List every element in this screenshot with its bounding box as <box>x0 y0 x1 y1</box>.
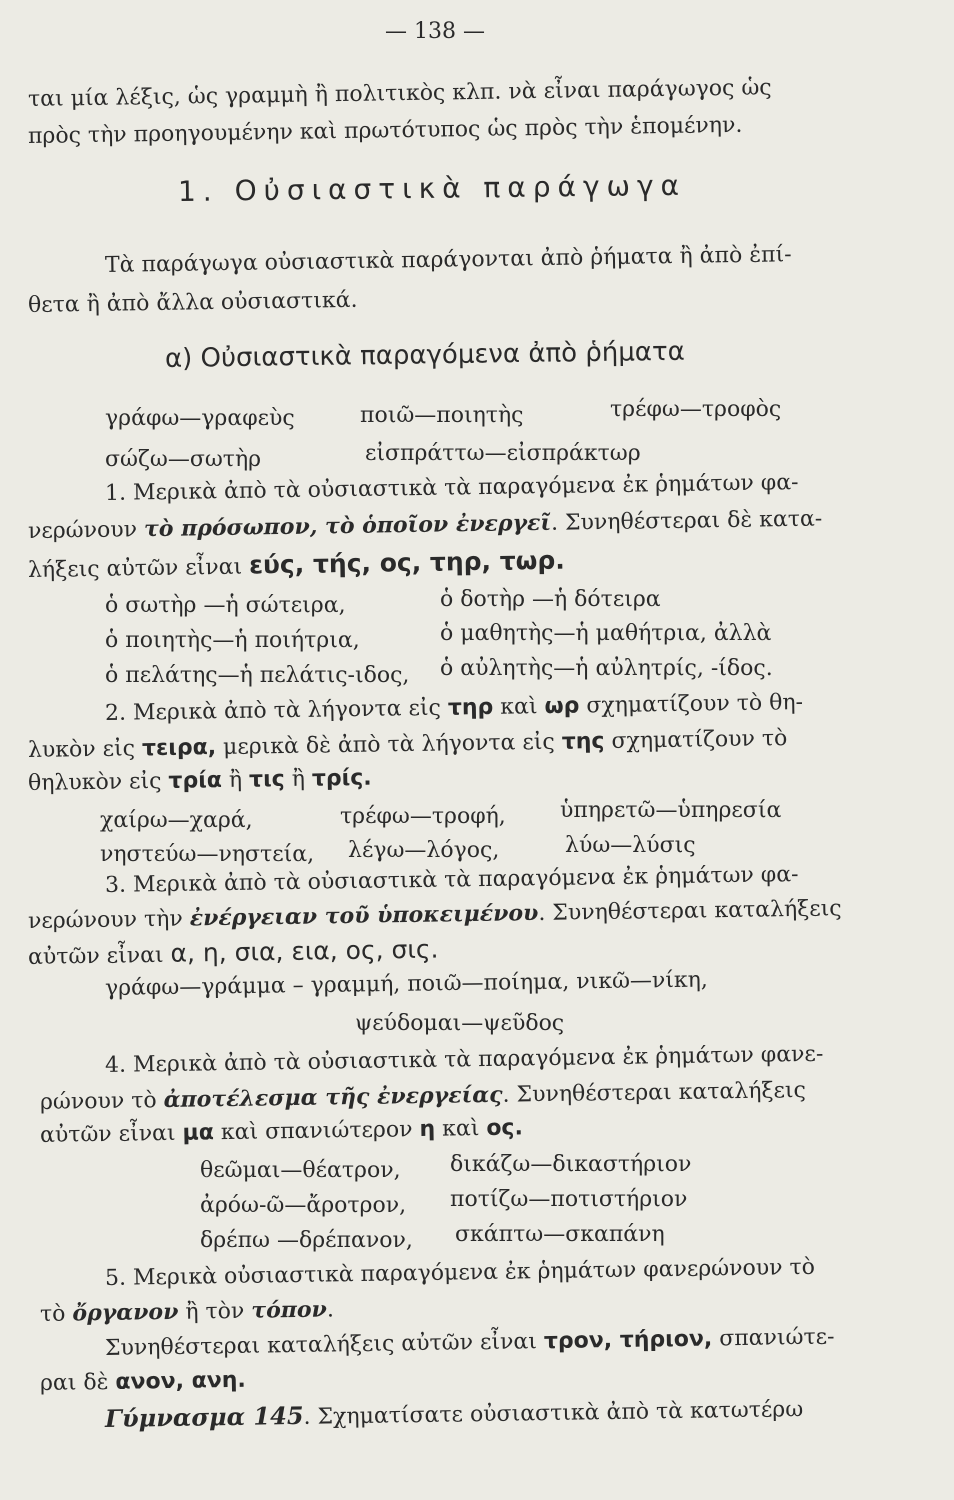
p1-line-2 <box>28 505 823 546</box>
p3-text: νερώνουν τὴν <box>27 906 190 934</box>
exercise-label: Γύμνασμα 145 <box>104 1400 304 1433</box>
section-title: 1. Οὐσιαστικὰ παράγωγα <box>177 168 687 208</box>
p3-emphasis: ἐνέργειαν τοῦ ὑποκειμένου <box>189 899 539 932</box>
example-4-1-2: δικάζω—δικαστήριον <box>450 1152 692 1177</box>
p5-emphasis: τόπον <box>251 1296 328 1324</box>
p1-line-1: 1. Μερικὰ ἀπὸ τὰ οὐσιαστικὰ τὰ παραγόμενα ἐκ ῥημάτων φα- <box>104 470 799 506</box>
p4-ending: μα <box>182 1120 215 1146</box>
p5-line-1: 5. Μερικὰ οὐσιαστικὰ παραγόμενα ἐκ ῥημάτων φανερώνουν τὸ <box>104 1254 816 1291</box>
p5-text: τὸ <box>39 1301 73 1327</box>
p5-line-4 <box>40 1367 246 1398</box>
p4-line-3 <box>40 1114 523 1150</box>
p2-line-3 <box>28 765 372 798</box>
example-4-2-2: ποτίζω—ποτιστήριον <box>450 1187 688 1212</box>
example-2-1-3: ὑπηρετῶ—ὑπηρεσία <box>560 798 782 823</box>
p3-endings: α, η, σια, εια, ος, σις. <box>170 934 439 968</box>
p2-text: σχηματίζουν τὸ θη- <box>579 690 804 719</box>
p4-text: . Συνηθέστεραι καταλήξεις <box>502 1077 807 1108</box>
example-2-2-1: νηστεύω—νηστεία, <box>100 842 315 867</box>
p3-line-2 <box>28 894 842 936</box>
p2-text: ἢ <box>284 766 313 792</box>
p5-ending: τρον, τήριον, <box>543 1326 713 1355</box>
p4-emphasis: ἀποτέλεσμα τῆς ἐνεργείας <box>163 1081 503 1114</box>
example-a-1-1: γράφω—γραφεὺς <box>105 406 295 431</box>
p3-line-1: 3. Μερικὰ ἀπὸ τὰ οὐσιαστικὰ τὰ παραγόμενα ἐκ ῥημάτων φα- <box>104 862 799 898</box>
p2-ending: ωρ <box>544 693 580 720</box>
exercise-line <box>105 1394 804 1435</box>
intro-line-1: ται μία λέξις, ὡς γραμμὴ ἢ πολιτικὸς κλπ. νὰ εἶναι παράγωγος ὡς <box>27 75 772 112</box>
p1-endings: εύς, τής, ος, τηρ, τωρ. <box>248 545 566 580</box>
example-4-1-1: θεῶμαι—θέατρον, <box>200 1158 401 1183</box>
p5-ending: ανον, ανη. <box>115 1367 246 1395</box>
p2-ending: τειρα, <box>141 735 217 762</box>
example-4-3-2: σκάπτω—σκαπάνη <box>455 1222 665 1247</box>
p2-text: σχηματίζουν τὸ <box>604 726 788 754</box>
p2-ending: τηρ <box>447 694 494 721</box>
example-1-3-1: ὁ πελάτης—ἡ πελάτις-ιδος, <box>105 663 410 688</box>
example-4-3-1: δρέπω —δρέπανον, <box>200 1228 413 1253</box>
example-2-1-2: τρέφω—τροφή, <box>340 804 506 829</box>
p2-text: καὶ <box>493 694 545 720</box>
p3-text: . Συνηθέστεραι καταλήξεις <box>538 896 842 926</box>
example-2-2-3: λύω—λύσις <box>565 833 696 858</box>
p2-line-2 <box>28 725 788 765</box>
example-2-2-2: λέγω—λόγος, <box>348 838 500 863</box>
p4-text: αὐτῶν εἶναι <box>39 1120 183 1148</box>
p1-text: . Συνηθέστεραι δὲ κατα- <box>550 506 823 536</box>
p5-text: ἢ τὸν <box>178 1298 252 1325</box>
example-2-1-1: χαίρω—χαρά, <box>100 808 253 833</box>
p1-text: νερώνουν <box>27 517 145 544</box>
p1-emphasis: τὸ πρόσωπον, τὸ ὁποῖον ἐνεργεῖ <box>143 509 552 543</box>
p4-text: ρώνουν τὸ <box>39 1088 164 1115</box>
subsection-title: α) Οὐσιαστικὰ παραγόμενα ἀπὸ ῥήματα <box>164 336 685 374</box>
p2-ending: τρίς. <box>311 765 372 792</box>
example-a-2-2: εἰσπράττω—εἰσπράκτωρ <box>365 441 641 466</box>
exercise-text: . Σχηματίσατε οὐσιαστικὰ ἀπὸ τὰ κατωτέρω <box>303 1397 804 1430</box>
example-a-1-3: τρέφω—τροφὸς <box>610 397 782 422</box>
p4-ending: ος. <box>486 1115 524 1141</box>
example-1-3-2: ὁ αὐλητὴς—ἡ αὐλητρίς, -ίδος. <box>440 656 773 681</box>
p4-line-2 <box>40 1076 806 1117</box>
p1-text: λήξεις αὐτῶν εἶναι <box>27 554 250 583</box>
p5-emphasis: ὄργανον <box>72 1298 179 1327</box>
p3-text: αὐτῶν εἶναι <box>27 942 171 970</box>
p2-line-1 <box>105 689 803 728</box>
p4-text: καὶ <box>434 1115 487 1142</box>
p2-ending: τρία <box>168 767 223 794</box>
example-1-1-1: ὁ σωτὴρ —ἡ σώτειρα, <box>105 593 346 618</box>
example-1-1-2: ὁ δοτὴρ —ἡ δότειρα <box>440 587 661 612</box>
p4-text: καὶ σπανιώτερον <box>213 1117 420 1146</box>
section-intro-line-1: Τὰ παράγωγα οὐσιαστικὰ παράγονται ἀπὸ ῥήματα ἢ ἀπὸ ἐπί- <box>104 242 792 278</box>
p2-ending: τις <box>248 766 285 793</box>
p2-text: ἢ <box>221 767 250 793</box>
p2-text: 2. Μερικὰ ἀπὸ τὰ λήγοντα εἰς <box>104 695 449 726</box>
example-1-2-1: ὁ ποιητὴς—ἡ ποιήτρια, <box>105 628 360 653</box>
p2-ending: της <box>561 728 605 755</box>
p5-text: σπανιώτε- <box>712 1324 835 1352</box>
p2-text: θηλυκὸν εἰς <box>27 768 169 796</box>
p5-text: ραι δὲ <box>39 1369 116 1396</box>
example-a-2-1: σώζω—σωτὴρ <box>105 447 262 472</box>
p5-line-2 <box>40 1295 334 1329</box>
example-a-1-2: ποιῶ—ποιητὴς <box>360 403 524 428</box>
p2-text: λυκὸν εἰς <box>27 736 143 763</box>
example-1-2-2: ὁ μαθητὴς—ἡ μαθήτρια, ἀλλὰ <box>440 621 772 646</box>
example-3-line-1: γράφω—γράμμα – γραμμή, ποιῶ—ποίημα, νικῶ—νίκη, <box>104 967 709 1001</box>
p5-text: . <box>326 1297 335 1323</box>
p2-text: μερικὰ δὲ ἀπὸ τὰ λήγοντα εἰς <box>215 729 562 761</box>
example-3-line-2: ψεύδομαι—ψεῦδος <box>355 1011 565 1036</box>
section-intro-line-2: θετα ἢ ἀπὸ ἄλλα οὐσιαστικά. <box>27 287 358 318</box>
p5-line-3 <box>105 1324 835 1363</box>
intro-line-2: πρὸς τὴν προηγουμένην καὶ πρωτότυπος ὡς πρὸς τὴν ἑπομένην. <box>27 112 743 149</box>
p4-ending: η <box>419 1116 436 1143</box>
page-number: — 138 — <box>385 19 485 44</box>
p3-line-3 <box>28 936 439 972</box>
p5-text: Συνηθέστεραι καταλήξεις αὐτῶν εἶναι <box>104 1329 545 1361</box>
p4-line-1: 4. Μερικὰ ἀπὸ τὰ οὐσιαστικὰ τὰ παραγόμενα ἐκ ῥημάτων φανε- <box>104 1041 824 1078</box>
p1-line-3 <box>28 547 565 585</box>
example-4-2-1: ἀρόω-ῶ—ἄροτρον, <box>200 1193 407 1218</box>
